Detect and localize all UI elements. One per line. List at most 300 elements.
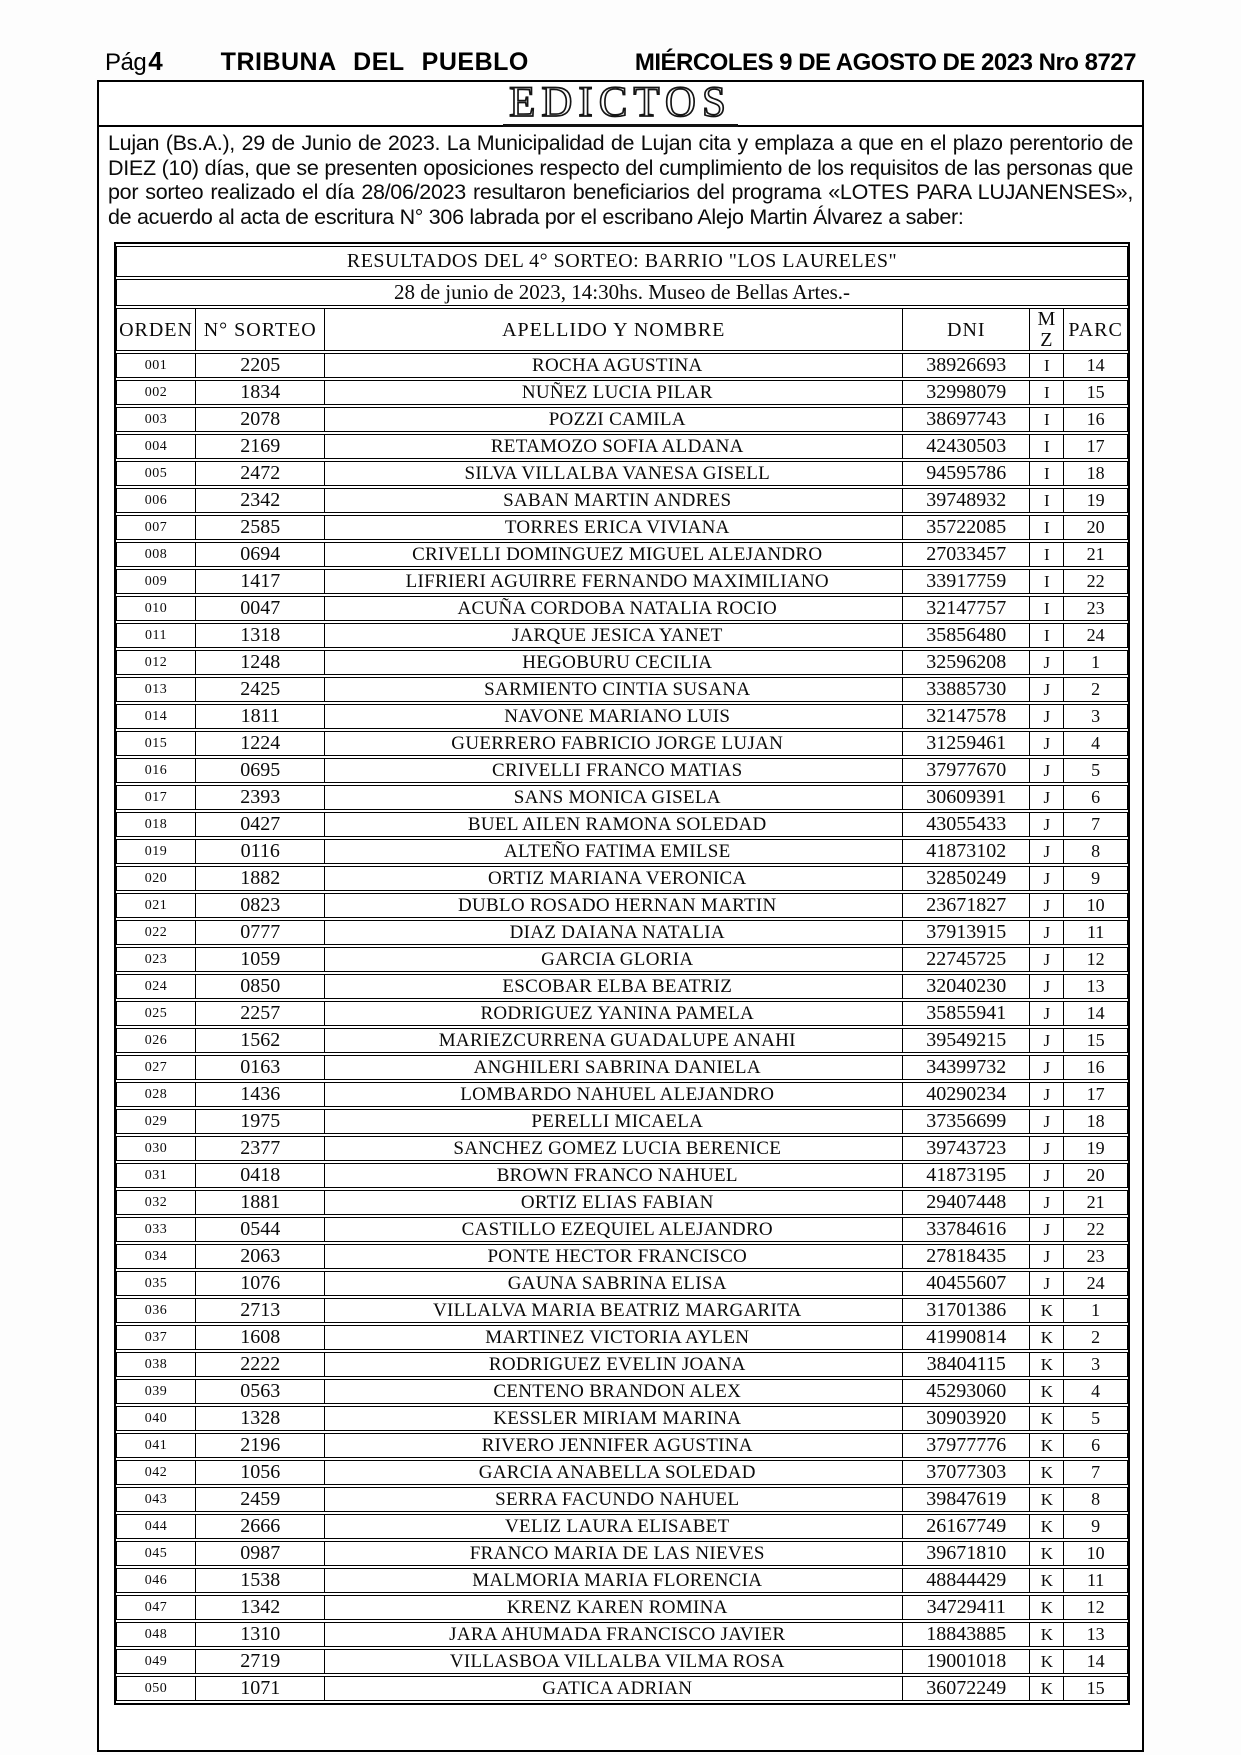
cell-nombre: LOMBARDO NAHUEL ALEJANDRO [325, 1082, 903, 1107]
table-row [116, 974, 1128, 999]
cell-parc: 22 [1064, 569, 1128, 594]
cell-mz: J [1030, 812, 1064, 837]
cell-mz: K [1030, 1676, 1064, 1701]
table-row [116, 380, 1128, 405]
cell-mz: J [1030, 839, 1064, 864]
cell-sorteo: 2169 [196, 434, 325, 459]
cell-nombre: JARA AHUMADA FRANCISCO JAVIER [325, 1622, 903, 1647]
newspaper-title: TRIBUNA DEL PUEBLO [220, 48, 529, 76]
cell-dni: 37977776 [903, 1433, 1030, 1458]
cell-mz: K [1030, 1406, 1064, 1431]
cell-dni: 38697743 [903, 407, 1030, 432]
cell-sorteo: 1059 [196, 947, 325, 972]
cell-mz: I [1030, 623, 1064, 648]
cell-orden: 016 [116, 758, 196, 783]
cell-dni: 34729411 [903, 1595, 1030, 1620]
cell-mz: J [1030, 947, 1064, 972]
cell-orden: 030 [116, 1136, 196, 1161]
cell-nombre: JARQUE JESICA YANET [325, 623, 903, 648]
cell-mz: J [1030, 920, 1064, 945]
table-row [116, 704, 1128, 729]
cell-mz: K [1030, 1622, 1064, 1647]
cell-parc: 2 [1064, 1325, 1128, 1350]
cell-dni: 19001018 [903, 1649, 1030, 1674]
cell-mz: I [1030, 434, 1064, 459]
cell-parc: 8 [1064, 839, 1128, 864]
cell-nombre: ORTIZ ELIAS FABIAN [325, 1190, 903, 1215]
cell-orden: 033 [116, 1217, 196, 1242]
edition-date: MIÉRCOLES 9 DE AGOSTO DE 2023 Nro 8727 [634, 49, 1136, 76]
cell-sorteo: 1881 [196, 1190, 325, 1215]
cell-parc: 14 [1064, 353, 1128, 378]
cell-sorteo: 1608 [196, 1325, 325, 1350]
cell-sorteo: 0777 [196, 920, 325, 945]
edicts-box [97, 80, 1144, 1752]
cell-sorteo: 0987 [196, 1541, 325, 1566]
cell-dni: 39748932 [903, 488, 1030, 513]
column-header-orden: ORDEN [116, 308, 196, 351]
cell-dni: 22745725 [903, 947, 1030, 972]
cell-sorteo: 0563 [196, 1379, 325, 1404]
table-subtitle: 28 de junio de 2023, 14:30hs. Museo de Bellas Artes.- [116, 279, 1128, 306]
cell-dni: 39743723 [903, 1136, 1030, 1161]
cell-parc: 9 [1064, 1514, 1128, 1539]
cell-dni: 38926693 [903, 353, 1030, 378]
cell-orden: 039 [116, 1379, 196, 1404]
cell-sorteo: 0694 [196, 542, 325, 567]
cell-parc: 24 [1064, 623, 1128, 648]
cell-parc: 10 [1064, 893, 1128, 918]
cell-parc: 6 [1064, 1433, 1128, 1458]
cell-nombre: ALTEÑO FATIMA EMILSE [325, 839, 903, 864]
cell-nombre: CASTILLO EZEQUIEL ALEJANDRO [325, 1217, 903, 1242]
cell-parc: 14 [1064, 1649, 1128, 1674]
cell-nombre: ANGHILERI SABRINA DANIELA [325, 1055, 903, 1080]
column-header-dni: DNI [903, 308, 1030, 351]
table-row [116, 1541, 1128, 1566]
cell-dni: 23671827 [903, 893, 1030, 918]
cell-parc: 22 [1064, 1217, 1128, 1242]
cell-nombre: RETAMOZO SOFIA ALDANA [325, 434, 903, 459]
cell-orden: 040 [116, 1406, 196, 1431]
cell-parc: 1 [1064, 1298, 1128, 1323]
cell-dni: 38404115 [903, 1352, 1030, 1377]
cell-orden: 036 [116, 1298, 196, 1323]
cell-dni: 32147757 [903, 596, 1030, 621]
table-row [116, 1433, 1128, 1458]
cell-sorteo: 0695 [196, 758, 325, 783]
table-row [116, 1487, 1128, 1512]
cell-mz: I [1030, 569, 1064, 594]
cell-sorteo: 0163 [196, 1055, 325, 1080]
cell-mz: J [1030, 1190, 1064, 1215]
table-row [116, 353, 1128, 378]
cell-mz: I [1030, 353, 1064, 378]
cell-orden: 029 [116, 1109, 196, 1134]
table-row [116, 1082, 1128, 1107]
cell-dni: 33885730 [903, 677, 1030, 702]
cell-sorteo: 2257 [196, 1001, 325, 1026]
cell-mz: K [1030, 1379, 1064, 1404]
table-header-row [116, 308, 1128, 351]
table-row [116, 1406, 1128, 1431]
cell-mz: J [1030, 1217, 1064, 1242]
cell-nombre: SANCHEZ GOMEZ LUCIA BERENICE [325, 1136, 903, 1161]
cell-parc: 4 [1064, 1379, 1128, 1404]
cell-mz: J [1030, 785, 1064, 810]
cell-dni: 35722085 [903, 515, 1030, 540]
table-row [116, 812, 1128, 837]
cell-orden: 048 [116, 1622, 196, 1647]
cell-dni: 26167749 [903, 1514, 1030, 1539]
cell-orden: 026 [116, 1028, 196, 1053]
cell-parc: 16 [1064, 407, 1128, 432]
table-row [116, 650, 1128, 675]
table-row [116, 1622, 1128, 1647]
cell-dni: 32998079 [903, 380, 1030, 405]
cell-orden: 027 [116, 1055, 196, 1080]
cell-nombre: LIFRIERI AGUIRRE FERNANDO MAXIMILIANO [325, 569, 903, 594]
cell-dni: 41990814 [903, 1325, 1030, 1350]
cell-sorteo: 2459 [196, 1487, 325, 1512]
table-row [116, 920, 1128, 945]
cell-sorteo: 1071 [196, 1676, 325, 1701]
cell-sorteo: 1436 [196, 1082, 325, 1107]
cell-dni: 39847619 [903, 1487, 1030, 1512]
table-row [116, 947, 1128, 972]
table-row [116, 866, 1128, 891]
cell-dni: 37077303 [903, 1460, 1030, 1485]
table-row [116, 1244, 1128, 1269]
cell-nombre: HEGOBURU CECILIA [325, 650, 903, 675]
cell-parc: 8 [1064, 1487, 1128, 1512]
cell-sorteo: 1834 [196, 380, 325, 405]
cell-dni: 37356699 [903, 1109, 1030, 1134]
cell-nombre: KRENZ KAREN ROMINA [325, 1595, 903, 1620]
cell-sorteo: 0047 [196, 596, 325, 621]
cell-orden: 021 [116, 893, 196, 918]
cell-mz: K [1030, 1325, 1064, 1350]
cell-sorteo: 2719 [196, 1649, 325, 1674]
cell-parc: 1 [1064, 650, 1128, 675]
table-row [116, 434, 1128, 459]
table-row [116, 623, 1128, 648]
cell-dni: 35856480 [903, 623, 1030, 648]
cell-orden: 019 [116, 839, 196, 864]
cell-dni: 34399732 [903, 1055, 1030, 1080]
cell-nombre: NUÑEZ LUCIA PILAR [325, 380, 903, 405]
cell-nombre: GARCIA GLORIA [325, 947, 903, 972]
cell-dni: 31701386 [903, 1298, 1030, 1323]
table-row [116, 1055, 1128, 1080]
cell-sorteo: 0544 [196, 1217, 325, 1242]
cell-parc: 12 [1064, 1595, 1128, 1620]
table-row [116, 1190, 1128, 1215]
cell-sorteo: 2078 [196, 407, 325, 432]
cell-sorteo: 2472 [196, 461, 325, 486]
cell-nombre: TORRES ERICA VIVIANA [325, 515, 903, 540]
cell-dni: 40290234 [903, 1082, 1030, 1107]
cell-mz: K [1030, 1352, 1064, 1377]
cell-sorteo: 2377 [196, 1136, 325, 1161]
cell-nombre: MARIEZCURRENA GUADALUPE ANAHI [325, 1028, 903, 1053]
cell-nombre: DUBLO ROSADO HERNAN MARTIN [325, 893, 903, 918]
cell-parc: 15 [1064, 1028, 1128, 1053]
cell-dni: 30903920 [903, 1406, 1030, 1431]
cell-dni: 27033457 [903, 542, 1030, 567]
cell-nombre: KESSLER MIRIAM MARINA [325, 1406, 903, 1431]
cell-orden: 024 [116, 974, 196, 999]
cell-mz: K [1030, 1487, 1064, 1512]
cell-orden: 015 [116, 731, 196, 756]
table-row [116, 515, 1128, 540]
cell-orden: 017 [116, 785, 196, 810]
cell-mz: J [1030, 1028, 1064, 1053]
cell-sorteo: 1224 [196, 731, 325, 756]
cell-orden: 041 [116, 1433, 196, 1458]
cell-orden: 001 [116, 353, 196, 378]
table-title: RESULTADOS DEL 4° SORTEO: BARRIO "LOS LAURELES" [116, 246, 1128, 277]
cell-parc: 5 [1064, 1406, 1128, 1431]
cell-orden: 045 [116, 1541, 196, 1566]
cell-mz: K [1030, 1568, 1064, 1593]
cell-mz: J [1030, 1163, 1064, 1188]
cell-mz: J [1030, 677, 1064, 702]
cell-dni: 32596208 [903, 650, 1030, 675]
table-row [116, 1109, 1128, 1134]
masthead [97, 46, 1144, 80]
cell-mz: J [1030, 758, 1064, 783]
page-label: Pág [105, 49, 147, 76]
results-table-box [114, 242, 1130, 1705]
column-header-sorteo: N° SORTEO [196, 308, 325, 351]
table-row [116, 1298, 1128, 1323]
cell-nombre: PONTE HECTOR FRANCISCO [325, 1244, 903, 1269]
cell-mz: K [1030, 1433, 1064, 1458]
cell-sorteo: 1076 [196, 1271, 325, 1296]
column-header-mz: MZ [1030, 308, 1064, 351]
cell-mz: J [1030, 1082, 1064, 1107]
column-header-parc: PARC [1064, 308, 1128, 351]
table-row [116, 569, 1128, 594]
cell-nombre: BROWN FRANCO NAHUEL [325, 1163, 903, 1188]
cell-nombre: RODRIGUEZ EVELIN JOANA [325, 1352, 903, 1377]
cell-nombre: POZZI CAMILA [325, 407, 903, 432]
table-title-row [116, 246, 1128, 277]
cell-nombre: SABAN MARTIN ANDRES [325, 488, 903, 513]
table-row [116, 1028, 1128, 1053]
cell-parc: 13 [1064, 1622, 1128, 1647]
cell-mz: J [1030, 731, 1064, 756]
cell-mz: I [1030, 461, 1064, 486]
cell-mz: K [1030, 1541, 1064, 1566]
cell-nombre: GATICA ADRIAN [325, 1676, 903, 1701]
cell-nombre: VILLASBOA VILLALBA VILMA ROSA [325, 1649, 903, 1674]
table-row [116, 1163, 1128, 1188]
cell-sorteo: 1056 [196, 1460, 325, 1485]
cell-parc: 21 [1064, 1190, 1128, 1215]
cell-parc: 11 [1064, 920, 1128, 945]
cell-orden: 012 [116, 650, 196, 675]
cell-nombre: SILVA VILLALBA VANESA GISELL [325, 461, 903, 486]
cell-parc: 20 [1064, 1163, 1128, 1188]
cell-nombre: MARTINEZ VICTORIA AYLEN [325, 1325, 903, 1350]
cell-orden: 002 [116, 380, 196, 405]
cell-parc: 6 [1064, 785, 1128, 810]
cell-mz: J [1030, 1271, 1064, 1296]
cell-parc: 5 [1064, 758, 1128, 783]
cell-parc: 18 [1064, 461, 1128, 486]
cell-nombre: ACUÑA CORDOBA NATALIA ROCIO [325, 596, 903, 621]
cell-sorteo: 1975 [196, 1109, 325, 1134]
cell-dni: 32040230 [903, 974, 1030, 999]
table-row [116, 677, 1128, 702]
cell-sorteo: 2425 [196, 677, 325, 702]
cell-sorteo: 2222 [196, 1352, 325, 1377]
cell-parc: 2 [1064, 677, 1128, 702]
cell-orden: 022 [116, 920, 196, 945]
cell-mz: K [1030, 1649, 1064, 1674]
cell-mz: I [1030, 407, 1064, 432]
cell-parc: 20 [1064, 515, 1128, 540]
cell-orden: 044 [116, 1514, 196, 1539]
cell-orden: 006 [116, 488, 196, 513]
cell-dni: 42430503 [903, 434, 1030, 459]
cell-dni: 94595786 [903, 461, 1030, 486]
cell-dni: 27818435 [903, 1244, 1030, 1269]
cell-nombre: CENTENO BRANDON ALEX [325, 1379, 903, 1404]
cell-dni: 45293060 [903, 1379, 1030, 1404]
cell-orden: 035 [116, 1271, 196, 1296]
cell-parc: 4 [1064, 731, 1128, 756]
cell-parc: 13 [1064, 974, 1128, 999]
cell-orden: 005 [116, 461, 196, 486]
table-row [116, 1217, 1128, 1242]
table-row [116, 1649, 1128, 1674]
cell-sorteo: 0427 [196, 812, 325, 837]
cell-dni: 18843885 [903, 1622, 1030, 1647]
cell-mz: I [1030, 542, 1064, 567]
cell-sorteo: 2196 [196, 1433, 325, 1458]
cell-parc: 23 [1064, 596, 1128, 621]
cell-orden: 031 [116, 1163, 196, 1188]
cell-parc: 3 [1064, 704, 1128, 729]
cell-sorteo: 1328 [196, 1406, 325, 1431]
table-row [116, 1271, 1128, 1296]
table-row [116, 1352, 1128, 1377]
cell-parc: 17 [1064, 434, 1128, 459]
intro-paragraph: Lujan (Bs.A.), 29 de Junio de 2023. La Municipalidad de Lujan cita y emplaza a que en el plazo perentorio de DIEZ (10) días, que se presenten oposiciones respecto del cumplimiento de los requisitos de las personas que por sorteo realizado el día 28/06/2023 resultaron beneficiarios del programa «LOTES PARA LUJANENSES», de acuerdo al acta de escritura N° 306 labrada por el escribano Alejo Martin Álvarez a saber: [108, 131, 1133, 229]
cell-parc: 11 [1064, 1568, 1128, 1593]
cell-parc: 15 [1064, 1676, 1128, 1701]
table-row [116, 1325, 1128, 1350]
cell-parc: 23 [1064, 1244, 1128, 1269]
cell-orden: 011 [116, 623, 196, 648]
cell-nombre: GARCIA ANABELLA SOLEDAD [325, 1460, 903, 1485]
cell-orden: 007 [116, 515, 196, 540]
cell-orden: 050 [116, 1676, 196, 1701]
column-header-nombre: APELLIDO Y NOMBRE [325, 308, 903, 351]
cell-orden: 008 [116, 542, 196, 567]
table-row [116, 731, 1128, 756]
cell-mz: I [1030, 380, 1064, 405]
cell-orden: 025 [116, 1001, 196, 1026]
cell-dni: 37977670 [903, 758, 1030, 783]
cell-orden: 042 [116, 1460, 196, 1485]
cell-mz: J [1030, 974, 1064, 999]
cell-parc: 17 [1064, 1082, 1128, 1107]
cell-orden: 013 [116, 677, 196, 702]
cell-mz: K [1030, 1514, 1064, 1539]
cell-orden: 003 [116, 407, 196, 432]
results-table [116, 244, 1128, 1703]
cell-parc: 14 [1064, 1001, 1128, 1026]
table-row [116, 839, 1128, 864]
cell-dni: 36072249 [903, 1676, 1030, 1701]
table-row [116, 596, 1128, 621]
cell-sorteo: 0116 [196, 839, 325, 864]
cell-nombre: RODRIGUEZ YANINA PAMELA [325, 1001, 903, 1026]
table-row [116, 893, 1128, 918]
cell-mz: J [1030, 1055, 1064, 1080]
cell-nombre: DIAZ DAIANA NATALIA [325, 920, 903, 945]
cell-nombre: CRIVELLI FRANCO MATIAS [325, 758, 903, 783]
cell-sorteo: 1417 [196, 569, 325, 594]
cell-sorteo: 0850 [196, 974, 325, 999]
cell-nombre: BUEL AILEN RAMONA SOLEDAD [325, 812, 903, 837]
table-row [116, 1568, 1128, 1593]
cell-nombre: SANS MONICA GISELA [325, 785, 903, 810]
cell-dni: 48844429 [903, 1568, 1030, 1593]
cell-orden: 009 [116, 569, 196, 594]
cell-orden: 037 [116, 1325, 196, 1350]
table-row [116, 407, 1128, 432]
table-row [116, 1460, 1128, 1485]
cell-parc: 19 [1064, 1136, 1128, 1161]
cell-sorteo: 1318 [196, 623, 325, 648]
cell-sorteo: 1882 [196, 866, 325, 891]
cell-nombre: MALMORIA MARIA FLORENCIA [325, 1568, 903, 1593]
cell-dni: 33784616 [903, 1217, 1030, 1242]
table-row [116, 1676, 1128, 1701]
cell-orden: 038 [116, 1352, 196, 1377]
cell-nombre: VILLALVA MARIA BEATRIZ MARGARITA [325, 1298, 903, 1323]
table-row [116, 1379, 1128, 1404]
cell-mz: J [1030, 650, 1064, 675]
cell-orden: 046 [116, 1568, 196, 1593]
cell-dni: 39549215 [903, 1028, 1030, 1053]
table-row [116, 1595, 1128, 1620]
cell-orden: 018 [116, 812, 196, 837]
section-header [99, 79, 1142, 127]
cell-parc: 24 [1064, 1271, 1128, 1296]
cell-orden: 032 [116, 1190, 196, 1215]
cell-sorteo: 1538 [196, 1568, 325, 1593]
cell-nombre: PERELLI MICAELA [325, 1109, 903, 1134]
cell-nombre: CRIVELLI DOMINGUEZ MIGUEL ALEJANDRO [325, 542, 903, 567]
cell-sorteo: 2342 [196, 488, 325, 513]
cell-nombre: GUERRERO FABRICIO JORGE LUJAN [325, 731, 903, 756]
cell-sorteo: 1248 [196, 650, 325, 675]
cell-mz: J [1030, 1136, 1064, 1161]
cell-sorteo: 0823 [196, 893, 325, 918]
table-row [116, 1514, 1128, 1539]
cell-dni: 29407448 [903, 1190, 1030, 1215]
table-subtitle-row [116, 279, 1128, 306]
cell-orden: 028 [116, 1082, 196, 1107]
cell-nombre: SERRA FACUNDO NAHUEL [325, 1487, 903, 1512]
cell-sorteo: 2063 [196, 1244, 325, 1269]
